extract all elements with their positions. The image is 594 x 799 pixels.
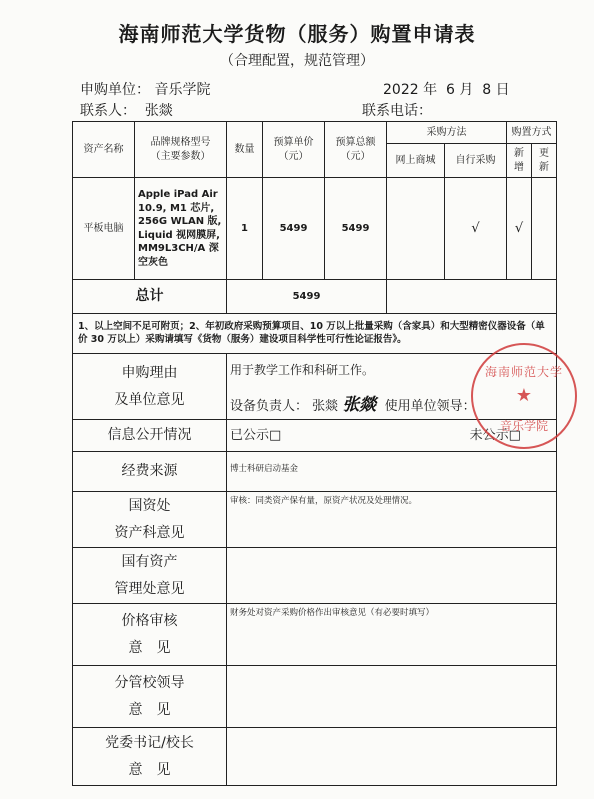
col-purchase-type: 购置方式 — [507, 122, 557, 144]
asset-office-text: 审核：同类资产保有量，原资产状况及处理情况。 — [227, 492, 557, 548]
purchase-request-table — [72, 121, 557, 786]
equipment-owner-label: 设备负责人： — [230, 399, 309, 415]
date-month-char: 月 — [459, 82, 474, 98]
cell-new-add-check: √ — [507, 178, 532, 280]
cell-renew — [532, 178, 557, 280]
price-review-label-2: 意 见 — [128, 639, 171, 656]
application-date — [383, 79, 510, 99]
col-renew: 更新 — [532, 144, 557, 178]
contact-value: 张燚 — [144, 103, 173, 119]
price-review-label-1: 价格审核 — [121, 613, 178, 630]
date-day-char: 日 — [495, 82, 510, 98]
col-quantity: 数量 — [227, 122, 263, 178]
secretary-cell — [227, 728, 557, 786]
vp-label-2: 意 见 — [128, 701, 171, 718]
col-new-add: 新增 — [507, 144, 532, 178]
funding-label: 经费来源 — [73, 452, 227, 492]
asset-mgmt-label-1: 国有资产 — [121, 554, 178, 571]
form-title: 海南师范大学货物（服务）购置申请表 — [118, 22, 476, 46]
contact-phone — [362, 100, 432, 120]
disclosure-label: 信息公开情况 — [73, 420, 227, 452]
cell-online-mall — [387, 178, 445, 280]
col-budget-total-unit: （元） — [340, 150, 371, 162]
total-label: 总计 — [73, 280, 227, 314]
price-review-label — [73, 604, 227, 666]
reason-label — [73, 354, 227, 420]
equipment-owner: 张燚 — [312, 399, 339, 415]
vp-label — [73, 666, 227, 728]
col-budget-price-title: 预算单价 — [273, 137, 314, 148]
reason-text: 用于教学工作和科研工作。 — [230, 363, 375, 377]
total-blank — [387, 280, 557, 314]
phone-label: 联系电话： — [362, 103, 432, 119]
asset-mgmt-label-2: 管理处意见 — [114, 580, 185, 597]
col-budget-total-title: 预算总额 — [335, 137, 376, 148]
secretary-label — [73, 728, 227, 786]
unit-leader-label: 使用单位领导： — [384, 399, 476, 415]
date-year-char: 年 — [423, 82, 438, 98]
asset-office-label-2: 资产科意见 — [114, 524, 185, 541]
col-brand-model — [135, 122, 227, 178]
equipment-owner-signature: 张燚 — [342, 395, 377, 416]
table-row — [73, 178, 557, 280]
disclosed-option: 已公示□ — [230, 427, 282, 443]
unit-value: 音乐学院 — [154, 82, 211, 98]
applicant-unit — [80, 79, 210, 99]
secretary-label-1: 党委书记/校长 — [105, 735, 194, 752]
col-purchase-method: 采购方法 — [387, 122, 507, 144]
total-value: 5499 — [227, 280, 387, 314]
reason-label-1: 申购理由 — [121, 364, 178, 381]
seal-star-icon: ★ — [515, 385, 533, 406]
cell-total: 5499 — [325, 178, 387, 280]
cell-brand-model: Apple iPad Air 10.9, M1 芯片, 256G WLAN 版, Liquid 视网膜屏, MM9L3CH/A 深空灰色 — [135, 178, 227, 280]
price-review-text: 财务处对资产采购价格作出审核意见（有必要时填写） — [227, 604, 557, 666]
cell-self-purchase-check: √ — [445, 178, 507, 280]
col-budget-price-unit: （元） — [278, 150, 309, 162]
date-year: 2022 — [383, 82, 419, 98]
asset-mgmt-label — [73, 548, 227, 604]
form-subtitle: （合理配置，规范管理） — [220, 53, 374, 69]
col-brand-model-sub: （主要参数） — [150, 150, 211, 162]
date-month: 6 — [446, 82, 455, 98]
not-disclosed-option: 未公示□ — [469, 427, 521, 443]
cell-unit-price: 5499 — [263, 178, 325, 280]
col-asset-name: 资产名称 — [73, 122, 135, 178]
asset-mgmt-cell — [227, 548, 557, 604]
col-self-purchase: 自行采购 — [445, 144, 507, 178]
secretary-label-2: 意 见 — [128, 761, 171, 778]
col-brand-model-title: 品牌规格型号 — [150, 137, 211, 148]
official-seal — [471, 343, 577, 449]
reason-label-2: 及单位意见 — [114, 391, 185, 408]
cell-quantity: 1 — [227, 178, 263, 280]
date-day: 8 — [482, 82, 492, 98]
cell-asset-name: 平板电脑 — [73, 178, 135, 280]
asset-office-label — [73, 492, 227, 548]
seal-text-top: 海南师范大学 — [484, 365, 563, 379]
unit-label: 申购单位： — [80, 82, 150, 98]
vp-cell — [227, 666, 557, 728]
seal-text-bottom: 音乐学院 — [499, 419, 548, 433]
col-budget-price — [263, 122, 325, 178]
funding-text: 博士科研启动基金 — [227, 452, 557, 492]
vp-label-1: 分管校领导 — [114, 675, 185, 692]
notice-text: 1、以上空间不足可附页；2、年初政府采购预算项目、10 万以上批量采购（含家具）和大型精密仪器设备（单价 30 万以上）采购请填写《货物（服务）建设项目科学性可行性论证报告》。 — [73, 314, 557, 354]
asset-office-label-1: 国资处 — [128, 498, 171, 514]
col-budget-total — [325, 122, 387, 178]
col-online-mall: 网上商城 — [387, 144, 445, 178]
contact-label: 联系人： — [80, 103, 136, 119]
contact-person — [80, 100, 173, 120]
